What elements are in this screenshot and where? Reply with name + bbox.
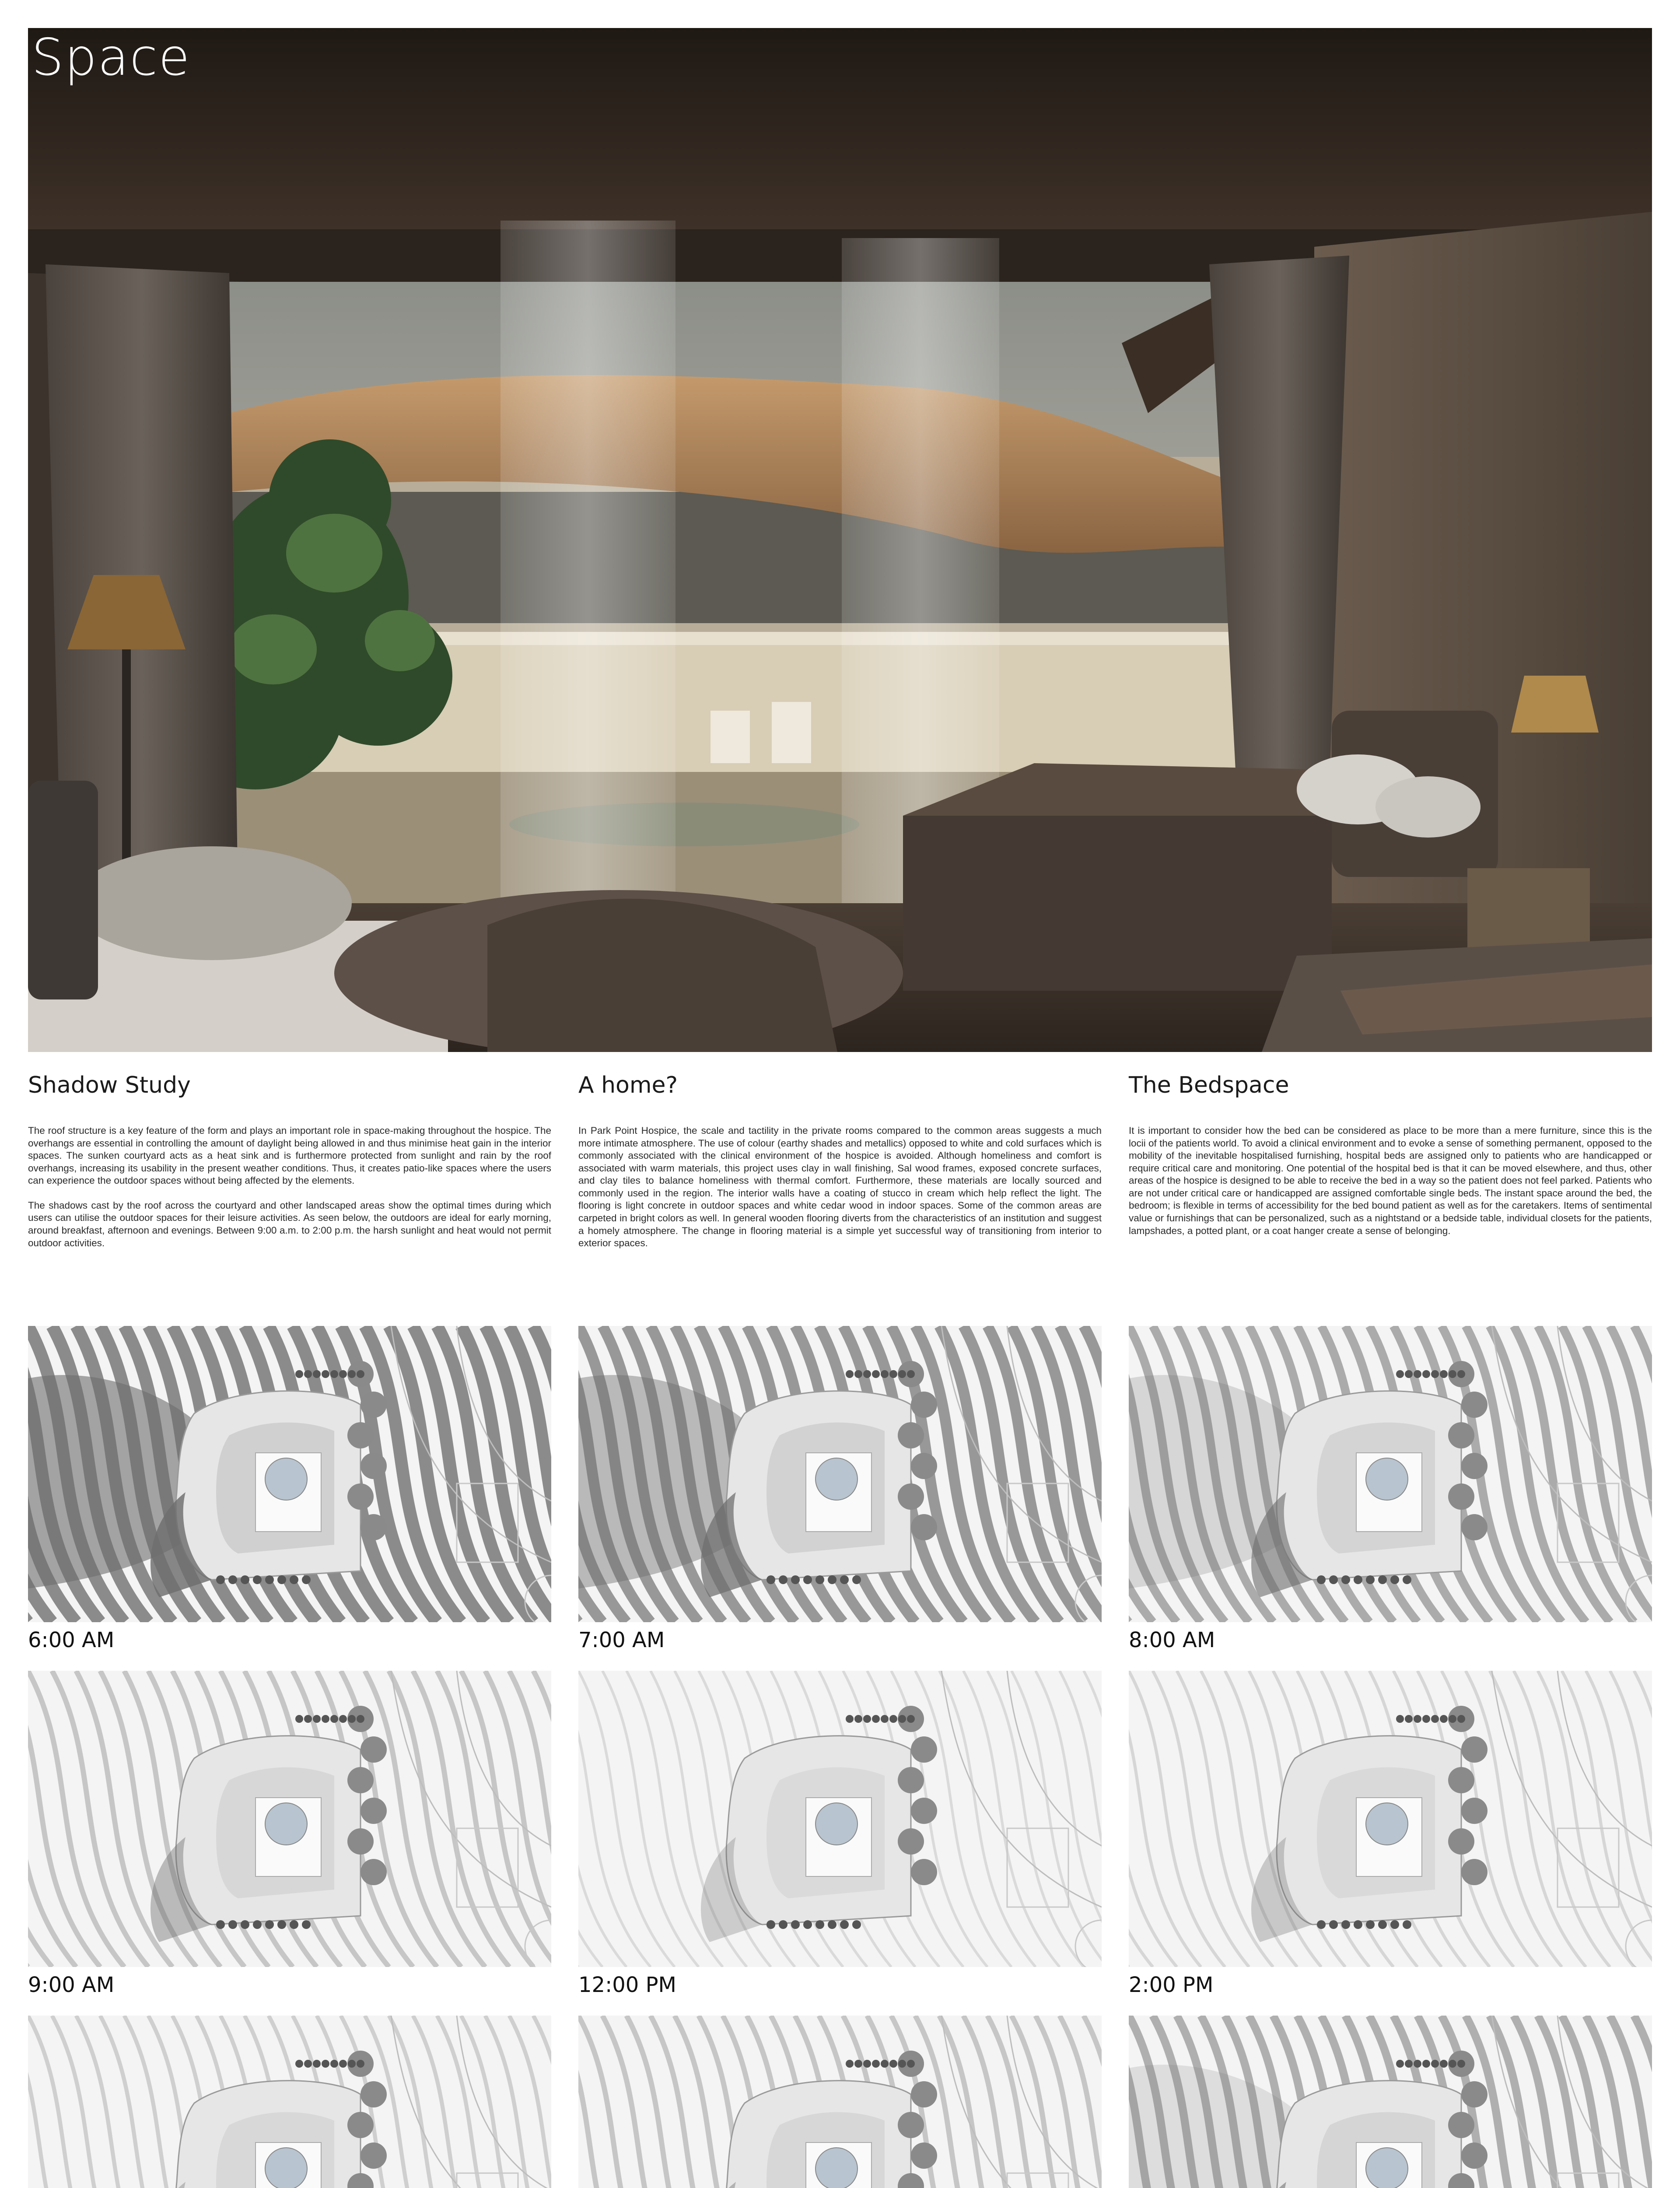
shadow-study-panel xyxy=(578,1671,1102,1967)
site-plan-shadow-diagram xyxy=(1129,1326,1652,1622)
shadow-study-time-label: 2:00 PM xyxy=(1129,1973,1214,1997)
section-the-bedspace xyxy=(1129,1072,1652,1249)
section-a-home xyxy=(578,1072,1102,1262)
site-plan-shadow-diagram xyxy=(28,2016,551,2188)
section-paragraph: It is important to consider how the bed can be considered as place to be more than a mere furniture, since this is the locii of the patients world. To avoid a clinical environment and to evoke a sense of something permanent, opposed to the mobility of the inevitable hospitalised furnishing, hospital beds are assigned only to patients who are handicapped or require critical care and monitoring. One potential of the hospital bed is that it can be moved elsewhere, and thus, other areas of the hospice is designed to be able to receive the bed in a way so the patient does not feel parked. Patients who are not under critical care or handicapped are assigned comfortable single beds. The instant space around the bed, the bedroom; is flexible in terms of accessibility for the bed bound patient as well as for the caretakers. Items of sentimental value or furnishings that can be personalized, such as a nightstand or a bedside table, individual closets for the patients, lampshades, a potted plant, or a coat hanger create a sense of belonging. xyxy=(1129,1125,1652,1236)
shadow-study-time-label: 7:00 AM xyxy=(578,1628,665,1652)
shadow-study-time-label: 12:00 PM xyxy=(578,1973,676,1997)
section-shadow-study xyxy=(28,1072,551,1262)
shadow-study-panel xyxy=(28,1326,551,1622)
site-plan-shadow-diagram xyxy=(28,1671,551,1967)
page-title: Space xyxy=(32,28,191,87)
site-plan-shadow-diagram xyxy=(28,1326,551,1622)
shadow-study-panel xyxy=(1129,1326,1652,1622)
shadow-study-time-label: 9:00 AM xyxy=(28,1973,115,1997)
site-plan-shadow-diagram xyxy=(578,1326,1102,1622)
shadow-study-time-label: 6:00 AM xyxy=(28,1628,115,1652)
section-heading: A home? xyxy=(578,1072,678,1098)
shadow-study-panel xyxy=(578,1326,1102,1622)
shadow-study-time-label: 8:00 AM xyxy=(1129,1628,1215,1652)
bedroom-render-image xyxy=(28,28,1652,1052)
shadow-study-panel xyxy=(1129,2016,1652,2188)
shadow-study-panel xyxy=(28,2016,551,2188)
shadow-study-panel xyxy=(1129,1671,1652,1967)
section-paragraph: The shadows cast by the roof across the courtyard and other landscaped areas show the optimal times during which users can utilise the outdoor spaces for their leisure activities. As seen below, the outdoors are ideal for early morning, around breakfast, afternoon and evenings. Between 9:00 a.m. to 2:00 p.m. the harsh sunlight and heat would not permit outdoor activities. xyxy=(28,1199,551,1248)
section-heading: The Bedspace xyxy=(1129,1072,1289,1098)
section-paragraph: The roof structure is a key feature of the form and plays an important role in space-making throughout the hospice. The overhangs are essential in controlling the amount of daylight being allowed in and thus minimise heat gain in the interior spaces. The sunken courtyard acts as a heat sink and is furthermore protected from sunlight and rain by the roof overhangs, increasing its usability in the present weather conditions. Thus, it creates patio-like spaces where the users can experience the outdoor spaces without being affected by the elements. xyxy=(28,1125,551,1186)
site-plan-shadow-diagram xyxy=(1129,2016,1652,2188)
shadow-study-panel xyxy=(28,1671,551,1967)
site-plan-shadow-diagram xyxy=(578,1671,1102,1967)
site-plan-shadow-diagram xyxy=(578,2016,1102,2188)
hero-render xyxy=(28,28,1652,1052)
shadow-study-panel xyxy=(578,2016,1102,2188)
section-heading: Shadow Study xyxy=(28,1072,191,1098)
section-paragraph: In Park Point Hospice, the scale and tactility in the private rooms compared to the common areas suggests a much more intimate atmosphere. The use of colour (earthy shades and metallics) opposed to white and cold surfaces which is commonly associated with the clinical environment of the hospice is avoided. Although homeliness and comfort is associated with warm materials, this project uses clay in wall finishing, Sal wood frames, exposed concrete surfaces, and clay tiles to balance homeliness with thermal comfort. Furthermore, these materials are locally sourced and commonly used in the region. The interior walls have a coating of stucco in cream which help reflect the light. The flooring is light concrete in outdoor spaces and white cedar wood in indoor spaces. Some of the common areas are carpeted in bright colors as well. In general wooden flooring diverts from the characteristics of an institution and suggest a homely atmosphere. The change in flooring material is a simple yet successful way of transitioning from interior to exterior spaces. xyxy=(578,1125,1102,1249)
site-plan-shadow-diagram xyxy=(1129,1671,1652,1967)
